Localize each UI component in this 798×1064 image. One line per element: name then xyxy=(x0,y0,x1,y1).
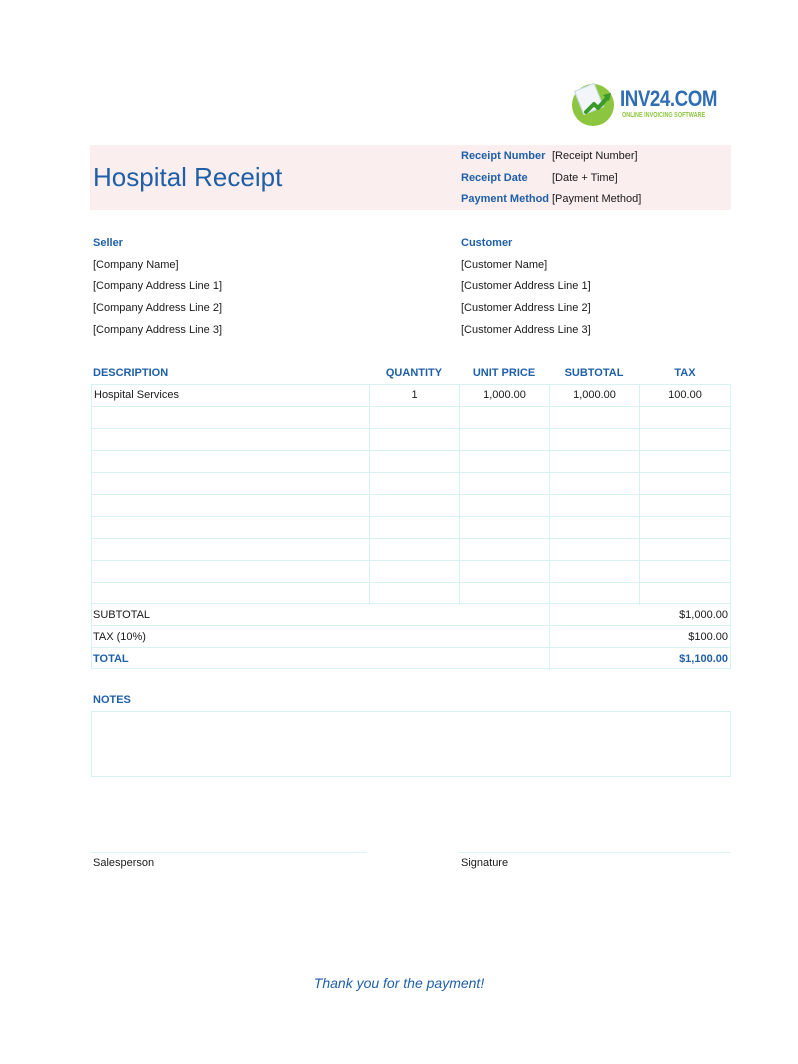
cell-tax[interactable] xyxy=(639,451,731,473)
cell-quantity[interactable] xyxy=(369,539,459,561)
cell-tax[interactable] xyxy=(639,429,731,451)
notes-field[interactable] xyxy=(91,711,731,777)
receipt-date-value[interactable]: [Date + Time] xyxy=(552,172,618,184)
cell-quantity[interactable] xyxy=(369,407,459,429)
total-row xyxy=(91,647,731,669)
table-row xyxy=(91,560,731,582)
cell-subtotal[interactable] xyxy=(549,473,639,495)
payment-method-label: Payment Method xyxy=(461,193,550,205)
table-row xyxy=(91,494,731,516)
cell-tax[interactable] xyxy=(639,539,731,561)
cell-tax[interactable] xyxy=(639,495,731,517)
customer-heading: Customer xyxy=(461,237,513,249)
receipt-number-value[interactable]: [Receipt Number] xyxy=(552,150,638,162)
cell-description[interactable] xyxy=(91,451,369,473)
cell-description[interactable] xyxy=(91,561,369,583)
customer-address-line-2[interactable]: [Customer Address Line 2] xyxy=(461,302,591,314)
totals-divider xyxy=(549,604,550,626)
cell-quantity[interactable] xyxy=(369,561,459,583)
notes-heading: NOTES xyxy=(93,694,131,706)
column-header-subtotal: SUBTOTAL xyxy=(564,367,624,379)
cell-quantity[interactable] xyxy=(369,473,459,495)
cell-description[interactable] xyxy=(91,429,369,451)
cell-subtotal[interactable] xyxy=(549,451,639,473)
cell-tax[interactable] xyxy=(639,407,731,429)
table-row xyxy=(91,516,731,538)
cell-unit-price[interactable] xyxy=(459,583,549,605)
subtotal-label: SUBTOTAL xyxy=(93,609,151,621)
signature-label: Signature xyxy=(461,857,509,869)
cell-quantity[interactable] xyxy=(369,495,459,517)
subtotal-value: $1,000.00 xyxy=(679,609,728,621)
table-row xyxy=(91,384,731,406)
seller-address-line-2[interactable]: [Company Address Line 2] xyxy=(93,302,223,314)
seller-company-name[interactable]: [Company Name] xyxy=(93,259,179,271)
thank-you-message: Thank you for the payment! xyxy=(313,975,485,991)
column-header-description: DESCRIPTION xyxy=(93,367,169,379)
cell-subtotal[interactable] xyxy=(549,495,639,517)
cell-subtotal[interactable] xyxy=(549,561,639,583)
seller-address-line-3[interactable]: [Company Address Line 3] xyxy=(93,324,223,336)
cell-unit-price[interactable] xyxy=(459,407,549,429)
cell-unit-price[interactable] xyxy=(459,473,549,495)
customer-address-line-3[interactable]: [Customer Address Line 3] xyxy=(461,324,591,336)
table-row xyxy=(91,538,731,560)
tax-row xyxy=(91,625,731,647)
seller-heading: Seller xyxy=(93,237,123,249)
cell-unit-price[interactable] xyxy=(459,495,549,517)
cell-quantity[interactable] xyxy=(369,517,459,539)
inv24-logo xyxy=(570,82,740,128)
totals-divider xyxy=(549,648,550,670)
cell-quantity[interactable] xyxy=(369,429,459,451)
salesperson-label: Salesperson xyxy=(93,857,155,869)
cell-quantity[interactable]: 1 xyxy=(369,385,459,407)
totals-divider xyxy=(549,626,550,648)
cell-subtotal[interactable] xyxy=(549,539,639,561)
customer-address-line-1[interactable]: [Customer Address Line 1] xyxy=(461,280,591,292)
column-header-unit-price: UNIT PRICE xyxy=(472,367,536,379)
tax-label: TAX (10%) xyxy=(93,631,146,643)
cell-quantity[interactable] xyxy=(369,583,459,605)
logo-tagline: ONLINE INVOICING SOFTWARE xyxy=(622,112,706,119)
cell-subtotal[interactable] xyxy=(549,517,639,539)
logo-name: INV24.COM xyxy=(620,86,717,111)
cell-tax[interactable]: 100.00 xyxy=(639,385,731,407)
column-header-tax: TAX xyxy=(674,367,696,379)
cell-description[interactable] xyxy=(91,407,369,429)
signature-line[interactable] xyxy=(459,852,731,853)
salesperson-line xyxy=(91,852,367,853)
column-header-quantity: QUANTITY xyxy=(385,367,443,379)
cell-tax[interactable] xyxy=(639,561,731,583)
cell-unit-price[interactable] xyxy=(459,451,549,473)
cell-description[interactable] xyxy=(91,539,369,561)
table-row xyxy=(91,428,731,450)
cell-description[interactable] xyxy=(91,583,369,605)
cell-subtotal[interactable] xyxy=(549,407,639,429)
table-row xyxy=(91,472,731,494)
cell-unit-price[interactable] xyxy=(459,517,549,539)
page-title: Hospital Receipt xyxy=(93,162,283,192)
table-row xyxy=(91,582,731,604)
cell-tax[interactable] xyxy=(639,517,731,539)
cell-description[interactable] xyxy=(91,517,369,539)
logo-growth-arrow-icon xyxy=(584,90,614,116)
total-value: $1,100.00 xyxy=(679,653,728,665)
tax-value: $100.00 xyxy=(688,631,728,643)
subtotal-row xyxy=(91,603,731,625)
cell-unit-price[interactable] xyxy=(459,429,549,451)
cell-description[interactable]: Hospital Services xyxy=(91,385,369,407)
cell-subtotal[interactable]: 1,000.00 xyxy=(549,385,639,407)
cell-subtotal[interactable] xyxy=(549,583,639,605)
cell-unit-price[interactable] xyxy=(459,561,549,583)
customer-name[interactable]: [Customer Name] xyxy=(461,259,548,271)
cell-description[interactable] xyxy=(91,473,369,495)
cell-quantity[interactable] xyxy=(369,451,459,473)
cell-tax[interactable] xyxy=(639,583,731,605)
receipt-number-label: Receipt Number xyxy=(461,150,546,162)
cell-unit-price[interactable]: 1,000.00 xyxy=(459,385,549,407)
payment-method-value[interactable]: [Payment Method] xyxy=(552,193,642,205)
table-row xyxy=(91,450,731,472)
table-row xyxy=(91,406,731,428)
cell-description[interactable] xyxy=(91,495,369,517)
receipt-date-label: Receipt Date xyxy=(461,172,528,184)
cell-tax[interactable] xyxy=(639,473,731,495)
cell-unit-price[interactable] xyxy=(459,539,549,561)
seller-address-line-1[interactable]: [Company Address Line 1] xyxy=(93,280,223,292)
total-label: TOTAL xyxy=(93,653,129,665)
cell-subtotal[interactable] xyxy=(549,429,639,451)
